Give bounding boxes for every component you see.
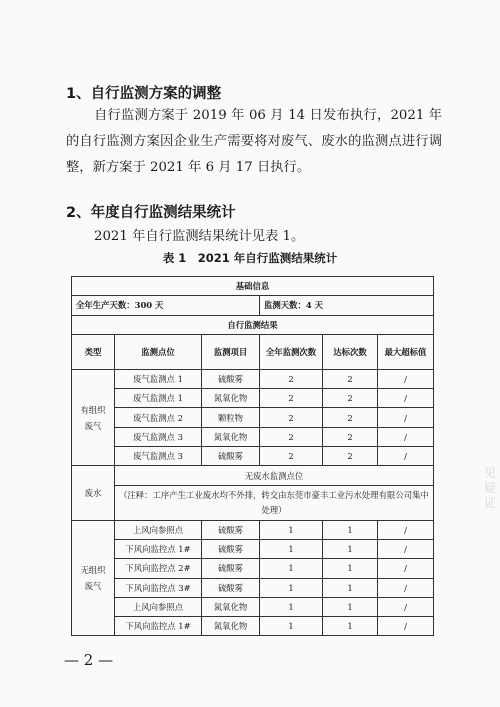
compliant-count: 1 — [323, 559, 378, 578]
table-row — [72, 485, 434, 520]
monitoring-item: 硫酸雾 — [202, 578, 260, 597]
results-header: 自行监测结果 — [72, 315, 434, 334]
annual-count: 2 — [260, 389, 323, 408]
compliant-count: 1 — [323, 578, 378, 597]
compliant-count: 1 — [323, 597, 378, 616]
monitoring-item: 硫酸雾 — [202, 369, 260, 388]
basic-info-header: 基础信息 — [72, 277, 434, 296]
table-row — [72, 447, 434, 466]
max-exceed: / — [378, 447, 434, 466]
table-row — [72, 369, 434, 388]
compliant-count: 1 — [323, 520, 378, 539]
monitoring-item: 硫酸雾 — [202, 539, 260, 558]
table-row — [72, 315, 434, 334]
compliant-count: 1 — [323, 617, 378, 636]
compliant-count: 2 — [323, 427, 378, 446]
column-header: 达标次数 — [323, 334, 378, 369]
compliant-count: 2 — [323, 389, 378, 408]
compliant-count: 1 — [323, 539, 378, 558]
annual-count: 1 — [260, 617, 323, 636]
table-row — [72, 539, 434, 558]
table-row — [72, 578, 434, 597]
monitoring-item: 颗粒物 — [202, 408, 260, 427]
production-days: 全年生产天数：300 天 — [72, 296, 260, 315]
monitoring-item: 氮氧化物 — [202, 617, 260, 636]
monitoring-item: 硫酸雾 — [202, 447, 260, 466]
annual-count: 1 — [260, 539, 323, 558]
table-row — [72, 296, 434, 315]
type-unorganized-gas: 无组织废气 — [72, 520, 115, 636]
annual-count: 2 — [260, 408, 323, 427]
annual-count: 1 — [260, 559, 323, 578]
monitoring-item: 硫酸雾 — [202, 520, 260, 539]
max-exceed: / — [378, 559, 434, 578]
annual-count: 1 — [260, 520, 323, 539]
max-exceed: / — [378, 427, 434, 446]
column-header: 类型 — [72, 334, 115, 369]
section-1-paragraph: 自行监测方案于 2019 年 06 月 14 日发布执行，2021 年的自行监测方案因企业生产需要将对废气、废水的监测点进行调整，新方案于 2021 年 6 月 17 日执行。 — [66, 108, 442, 175]
table-row — [72, 520, 434, 539]
column-header: 最大超标值 — [378, 334, 434, 369]
compliant-count: 2 — [323, 369, 378, 388]
column-header: 监测点位 — [115, 334, 202, 369]
table-row — [72, 389, 434, 408]
monitoring-point: 上风向参照点 — [115, 597, 202, 616]
edge-stamp: 见疑证 — [484, 466, 497, 510]
table-row — [72, 617, 434, 636]
annual-count: 1 — [260, 597, 323, 616]
max-exceed: / — [378, 597, 434, 616]
annual-count: 1 — [260, 578, 323, 597]
annual-count: 2 — [260, 447, 323, 466]
max-exceed: / — [378, 369, 434, 388]
max-exceed: / — [378, 617, 434, 636]
monitoring-item: 氮氧化物 — [202, 389, 260, 408]
monitoring-point: 废气监测点 2 — [115, 408, 202, 427]
compliant-count: 2 — [323, 408, 378, 427]
monitoring-days: 监测天数：4 天 — [260, 296, 434, 315]
table-row — [72, 427, 434, 446]
wastewater-note: （注释：工序产生工业废水均不外排，转交由东莞市豪丰工业污水处理有限公司集中处理） — [115, 485, 434, 520]
table-row — [72, 597, 434, 616]
monitoring-item: 氮氧化物 — [202, 597, 260, 616]
monitoring-point: 废气监测点 3 — [115, 447, 202, 466]
wastewater-title: 无废水监测点位 — [115, 466, 434, 485]
monitoring-point: 下风向监控点 1# — [115, 539, 202, 558]
table-row — [72, 466, 434, 485]
table-row — [72, 408, 434, 427]
column-header: 监测项目 — [202, 334, 260, 369]
section-2-heading: 2、年度自行监测结果统计 — [66, 205, 236, 221]
table-header-row — [72, 334, 434, 369]
table-row — [72, 277, 434, 296]
type-wastewater: 废水 — [72, 466, 115, 520]
max-exceed: / — [378, 408, 434, 427]
annual-count: 2 — [260, 427, 323, 446]
monitoring-point: 下风向监控点 1# — [115, 617, 202, 636]
max-exceed: / — [378, 578, 434, 597]
monitoring-point: 废气监测点 1 — [115, 369, 202, 388]
max-exceed: / — [378, 520, 434, 539]
max-exceed: / — [378, 539, 434, 558]
table-row — [72, 559, 434, 578]
type-organized-gas: 有组织废气 — [72, 369, 115, 465]
monitoring-point: 上风向参照点 — [115, 520, 202, 539]
table-caption: 表 1 2021 年自行监测结果统计 — [162, 251, 338, 265]
compliant-count: 2 — [323, 447, 378, 466]
monitoring-point: 废气监测点 1 — [115, 389, 202, 408]
column-header: 全年监测次数 — [260, 334, 323, 369]
section-2-intro: 2021 年自行监测结果统计见表 1。 — [94, 229, 305, 244]
monitoring-point: 下风向监控点 3# — [115, 578, 202, 597]
annual-count: 2 — [260, 369, 323, 388]
monitoring-point: 下风向监控点 2# — [115, 559, 202, 578]
monitoring-item: 氮氧化物 — [202, 427, 260, 446]
monitoring-item: 硫酸雾 — [202, 559, 260, 578]
max-exceed: / — [378, 389, 434, 408]
page-number: — 2 — — [64, 651, 114, 669]
monitoring-point: 废气监测点 3 — [115, 427, 202, 446]
results-table — [71, 276, 434, 636]
section-1-heading: 1、自行监测方案的调整 — [66, 86, 222, 102]
